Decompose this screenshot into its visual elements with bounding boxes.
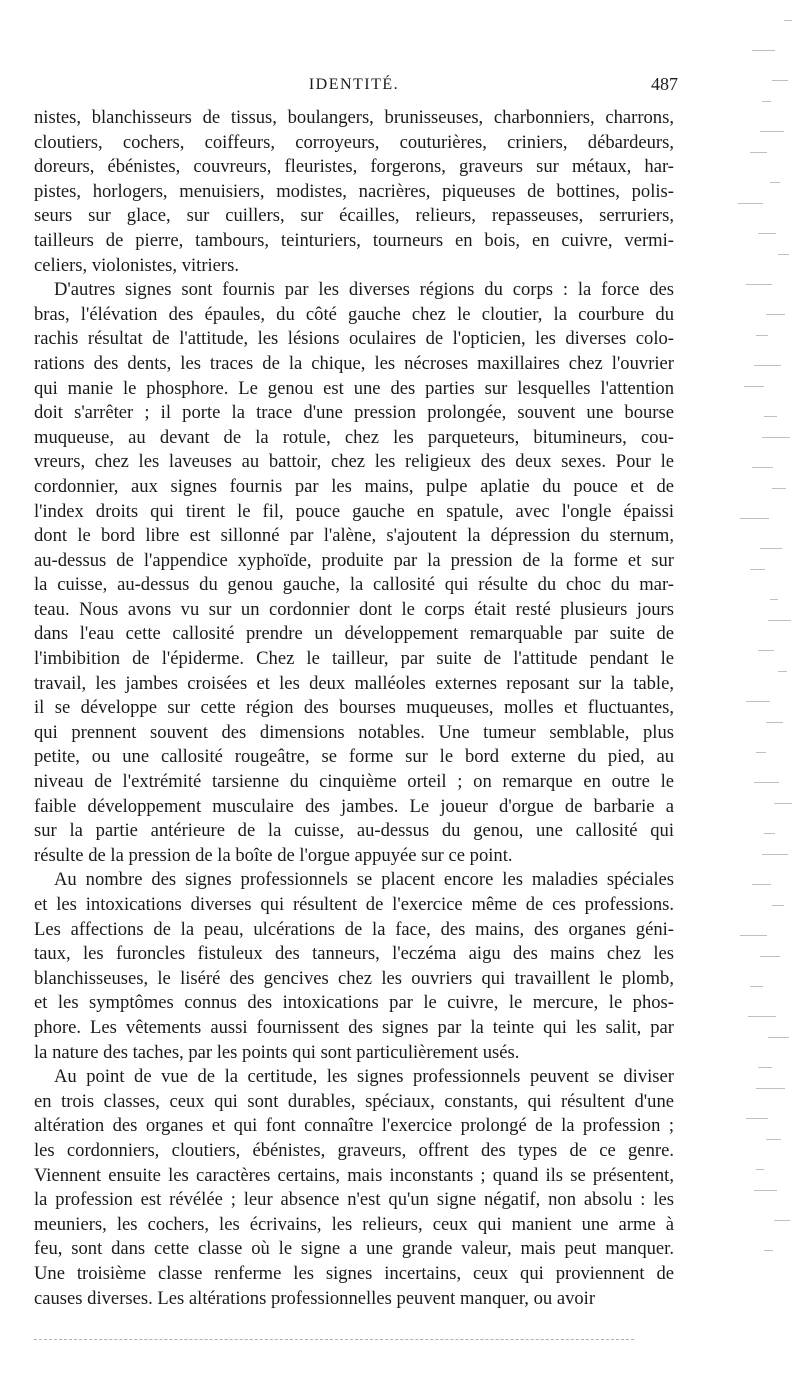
bleed-mark: [762, 101, 771, 102]
text-line: dans l'eau cette callosité prendre un développement remarquable par suite de: [34, 623, 674, 645]
text-line: celiers, violonistes, vitriers.: [34, 254, 240, 276]
text-line: D'autres signes sont fournis par les diverses régions du corps : la force des: [54, 279, 674, 301]
text-line: nistes, blanchisseurs de tissus, boulangers, brunisseuses, charbonniers, charrons,: [34, 107, 674, 128]
bleed-mark: [756, 1169, 764, 1170]
text-line: faible développement musculaire des jambes. Le joueur d'orgue de barbarie a: [34, 795, 674, 817]
body-text: [34, 106, 674, 1311]
text-line: rations des dents, les traces de la chique, les nécroses maxillaires chez l'ouvrier: [34, 352, 674, 374]
bleed-mark: [746, 701, 770, 702]
bleed-mark: [772, 905, 784, 906]
bleed-mark: [762, 437, 790, 438]
bleed-mark: [766, 314, 785, 315]
bleed-mark: [744, 386, 764, 387]
bleed-mark: [760, 956, 780, 957]
text-line: les cordonniers, cloutiers, ébénistes, graveurs, offrent des types de ce genre.: [34, 1139, 674, 1161]
page-number: 487: [651, 74, 678, 94]
bleed-mark: [748, 1016, 776, 1017]
text-line: dont le bord libre est sillonné par l'alène, s'ajoutent la dépression du sternum,: [34, 525, 674, 547]
text-line: altération des organes et qui font connaître l'exercice prolongé de la profession ;: [34, 1115, 674, 1137]
text-line: blanchisseuses, le liséré des gencives chez les ouvriers qui travaillent le plomb,: [34, 967, 674, 989]
bleed-mark: [746, 284, 772, 285]
text-line: et les intoxications diverses qui résultent de l'exercice même de ces professions.: [34, 894, 674, 915]
text-line: feu, sont dans cette classe où le signe a une grande valeur, mais peut manquer.: [34, 1238, 674, 1260]
bleed-mark: [770, 599, 778, 600]
bleed-mark: [770, 182, 780, 183]
text-line: niveau de l'extrémité tarsienne du cinquième orteil ; on remarque en outre le: [34, 771, 674, 793]
bleed-mark: [758, 1067, 772, 1068]
bleed-through-footer: [34, 1339, 634, 1340]
text-line: qui prennent souvent des dimensions notables. Une tumeur semblable, plus: [34, 721, 674, 743]
text-line: Les affections de la peau, ulcérations de la face, des mains, des organes géni-: [34, 918, 674, 940]
text-line: doreurs, ébénistes, couvreurs, fleuristes, forgerons, graveurs sur métaux, har-: [34, 156, 674, 178]
bleed-mark: [746, 1118, 768, 1119]
bleed-mark: [766, 722, 783, 723]
text-line: tailleurs de pierre, tambours, teinturiers, tourneurs en bois, en cuivre, vermi-: [34, 229, 674, 251]
bleed-mark: [750, 152, 767, 153]
text-line: qui manie le phosphore. Le genou est une des parties sur lesquelles l'attention: [34, 377, 674, 399]
text-line: vreurs, chez les laveuses au battoir, chez les religieux des deux sexes. Pour le: [34, 451, 674, 473]
text-line: taux, les furoncles fistuleux des tanneurs, l'eczéma aigu des mains chez les: [34, 943, 674, 965]
bleed-mark: [756, 1088, 785, 1089]
bleed-mark: [740, 518, 769, 519]
bleed-mark: [754, 1190, 777, 1191]
bleed-mark: [760, 548, 782, 549]
text-line: doit s'arrêter ; il porte la trace d'une pression prolongée, souvent une bourse: [34, 402, 674, 424]
bleed-mark: [750, 569, 765, 570]
bleed-mark: [754, 365, 781, 366]
text-line: et les symptômes connus des intoxications par le cuivre, le mercure, le phos-: [34, 992, 674, 1014]
text-line: il se développe sur cette région des bourses muqueuses, molles et fluctuantes,: [34, 697, 674, 719]
bleed-mark: [752, 467, 773, 468]
bleed-mark: [752, 50, 775, 51]
bleed-mark: [754, 782, 779, 783]
text-line: Une troisième classe renferme les signes incertains, ceux qui proviennent de: [34, 1262, 674, 1284]
bleed-mark: [772, 488, 786, 489]
bleed-mark: [762, 854, 788, 855]
bleed-mark: [772, 80, 788, 81]
text-line: la nature des taches, par les points qui sont particulièrement usés.: [34, 1041, 520, 1063]
bleed-mark: [738, 203, 763, 204]
bleed-mark: [764, 416, 777, 417]
bleed-mark: [766, 1139, 781, 1140]
bleed-mark: [764, 1250, 773, 1251]
text-line: pistes, horlogers, menuisiers, modistes, nacrières, piqueuses de bottines, polis-: [34, 180, 674, 202]
text-line: l'index droits qui tirent le fil, pouce gauche en spatule, avec l'ongle épaissi: [34, 500, 674, 522]
bleed-mark: [756, 752, 766, 753]
text-line: muqueuse, au devant de la rotule, chez les parqueteurs, bitumineurs, cou-: [34, 426, 674, 448]
bleed-mark: [758, 650, 774, 651]
text-line: sur la partie antérieure de la cuisse, au-dessus du genou, une callosité qui: [34, 820, 674, 842]
text-line: causes diverses. Les altérations professionnelles peuvent manquer, ou avoir: [34, 1287, 596, 1309]
bleed-mark: [758, 233, 776, 234]
bleed-mark: [760, 131, 784, 132]
text-line: la cuisse, au-dessus du genou gauche, la callosité qui résulte du choc du mar-: [34, 574, 674, 596]
text-line: seurs sur glace, sur cuillers, sur écailles, relieurs, repasseuses, serruriers,: [34, 205, 674, 227]
text-line: bras, l'élévation des épaules, du côté gauche chez le cloutier, la courbure du: [34, 303, 674, 325]
text-line: meuniers, les cochers, les écrivains, les relieurs, ceux qui manient une arme à: [34, 1213, 674, 1235]
text-line: phore. Les vêtements aussi fournissent des signes par la teinte qui les salit, par: [34, 1016, 674, 1038]
bleed-mark: [750, 986, 763, 987]
running-title: IDENTITÉ.: [308, 76, 400, 93]
text-line: Au nombre des signes professionnels se placent encore les maladies spéciales: [54, 869, 674, 891]
bleed-mark: [774, 803, 792, 804]
bleed-mark: [752, 884, 771, 885]
bleed-mark: [774, 1220, 790, 1221]
text-line: rachis résultat de l'attitude, les lésions oculaires de l'opticien, les diverses colo-: [34, 328, 674, 350]
text-line: cordonnier, aux signes fournis par les mains, pulpe aplatie du pouce et de: [34, 475, 674, 497]
bleed-mark: [740, 935, 767, 936]
bleed-mark: [768, 620, 791, 621]
bleed-mark: [764, 833, 775, 834]
bleed-mark: [778, 254, 789, 255]
text-line: teau. Nous avons vu sur un cordonnier dont le corps était resté plusieurs jours: [34, 598, 674, 620]
bleed-mark: [778, 671, 787, 672]
text-line: Au point de vue de la certitude, les signes professionnels peuvent se diviser: [54, 1066, 674, 1088]
text-line: Viennent ensuite les caractères certains, mais inconstants ; quand ils se présentent,: [34, 1164, 674, 1186]
text-line: la profession est révélée ; leur absence n'est qu'un signe négatif, non absolu : les: [34, 1189, 674, 1211]
bleed-mark: [768, 1037, 789, 1038]
bleed-through-margin: [722, 20, 792, 1300]
bleed-mark: [784, 20, 792, 21]
text-line: petite, ou une callosité rougeâtre, se forme sur le bord externe du pied, au: [34, 746, 674, 768]
text-line: travail, les jambes croisées et les deux malléoles externes reposant sur la table,: [34, 672, 674, 694]
bleed-mark: [756, 335, 768, 336]
text-line: résulte de la pression de la boîte de l'orgue appuyée sur ce point.: [34, 844, 513, 866]
text-line: au-dessus de l'appendice xyphoïde, produite par la pression de la forme et sur: [34, 549, 674, 571]
text-line: l'imbibition de l'épiderme. Chez le tailleur, par suite de l'attitude pendant le: [34, 648, 674, 670]
text-line: en trois classes, ceux qui sont durables, spéciaux, constants, qui résultent d'une: [34, 1090, 674, 1112]
text-line: cloutiers, cochers, coiffeurs, corroyeurs, couturières, criniers, débardeurs,: [34, 131, 674, 153]
page-header: [34, 72, 678, 102]
